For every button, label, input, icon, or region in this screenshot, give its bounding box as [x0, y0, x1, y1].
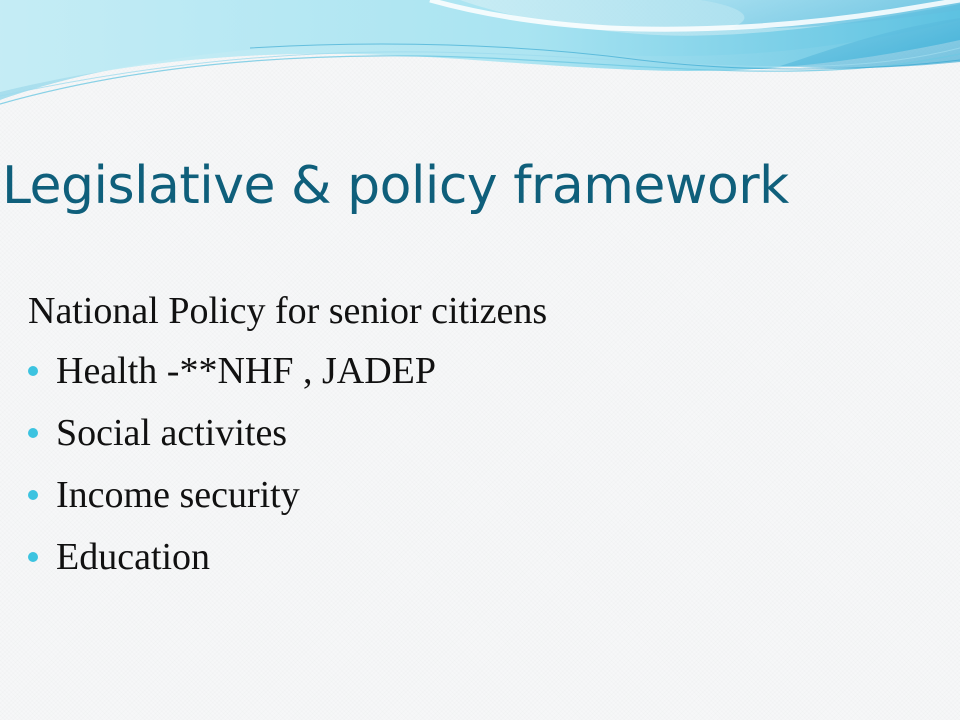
- bullet-dot-icon: [28, 552, 38, 562]
- bullet-text: Social activites: [56, 412, 288, 454]
- bullet-text: Income security: [56, 474, 300, 516]
- bullet-dot-icon: [28, 490, 38, 500]
- bullet-item-education: [28, 526, 928, 588]
- bullet-list: [28, 340, 928, 588]
- wave-header-decoration: [0, 0, 960, 120]
- bullet-item-income: [28, 464, 928, 526]
- slide-title: Legislative & policy framework: [2, 156, 789, 216]
- intro-line: National Policy for senior citizens: [28, 290, 548, 332]
- bullet-dot-icon: [28, 366, 38, 376]
- slide-body: [28, 282, 928, 588]
- bullet-item-social: [28, 402, 928, 464]
- bullet-dot-icon: [28, 428, 38, 438]
- bullet-item-health: [28, 340, 928, 402]
- bullet-text: Health -**NHF , JADEP: [56, 350, 436, 392]
- bullet-text: Education: [56, 536, 211, 578]
